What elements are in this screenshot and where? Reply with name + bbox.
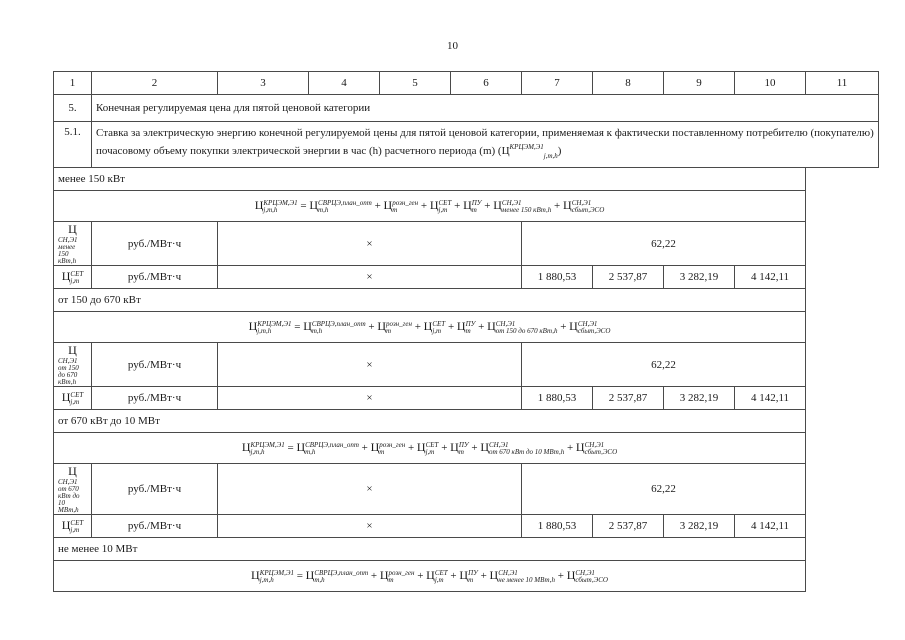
set-value: 3 282,19 (664, 387, 735, 410)
formula-part (379, 442, 405, 456)
formula-part (575, 570, 608, 584)
formula-part: + (361, 442, 368, 455)
col-header: 3 (218, 72, 309, 95)
formula-part: m (471, 205, 477, 214)
formula-part (312, 321, 366, 335)
formula-part: m,h (305, 447, 316, 456)
formula-part: j,m,h (257, 326, 272, 335)
formula-part: Ц (563, 198, 572, 213)
group-label: менее 150 кВт (54, 168, 806, 191)
formula-part: СН,Э1 (575, 568, 595, 577)
formula-part: Ц (61, 269, 71, 284)
tariff-table (53, 71, 879, 592)
formula-part: + (471, 442, 478, 455)
formula-part: Ц (480, 440, 489, 455)
section-51-row (54, 122, 879, 168)
formula-part: КРЦЭМ,Э1 (263, 198, 298, 207)
formula-part (257, 321, 291, 335)
formula-part (250, 442, 284, 456)
unit-cell: руб./МВт·ч (92, 266, 218, 289)
description-text-end: ) (557, 145, 562, 157)
formula-part: от 670 кВт до 10 МВт,h (488, 447, 565, 456)
formula-svr (306, 568, 368, 582)
formula-part: + (414, 321, 421, 334)
formula-part: СЕТ (438, 198, 452, 207)
formula-part: Ц (68, 222, 77, 236)
formula-row (54, 433, 879, 464)
unit-cell: руб./МВт·ч (92, 343, 218, 387)
formula-part: + (407, 442, 415, 455)
formula-part: СН,Э1 (571, 198, 592, 207)
description-text: Ставка за электрическую энергию конечной регулируемой цены для пятой ценовой категории, применяемая к фактически поставленному потребителю (покупателю) почасовому объему покупки электрической энергии в час (h) расчетного периода (m) (Ц (96, 127, 874, 157)
group-formula (54, 561, 806, 592)
sn-row (54, 464, 879, 515)
set-row (54, 387, 879, 410)
formula-part: + (420, 200, 428, 213)
formula-part (70, 392, 83, 406)
formula-part: j,m (425, 447, 435, 456)
formula-part: Ц (61, 390, 71, 405)
formula-row (54, 561, 879, 592)
unit-cell: руб./МВт·ч (92, 515, 218, 538)
formula-part: m,h (314, 575, 325, 584)
formula-row (54, 191, 879, 222)
formula-part: j,m,h (250, 447, 265, 456)
formula-rozn (371, 440, 406, 454)
group-label-row (54, 410, 879, 433)
formula-part: j,m,h (263, 205, 278, 214)
group-formula (54, 312, 806, 343)
formula-part: Ц (569, 319, 578, 334)
set-value: 1 880,53 (522, 515, 593, 538)
sn-symbol (54, 222, 92, 266)
formula-part (435, 570, 448, 584)
formula-part (472, 200, 482, 214)
formula-part: + (447, 321, 455, 334)
formula-sbyt (569, 319, 610, 333)
set-value: 3 282,19 (664, 266, 735, 289)
formula-sn (480, 440, 564, 454)
formula-svr (296, 440, 358, 454)
formula-part: + (450, 570, 457, 583)
set-value: 2 537,87 (593, 266, 664, 289)
formula-part (58, 479, 87, 514)
formula-part: + (374, 200, 381, 213)
formula-part: + (480, 570, 487, 583)
formula-part: СВРЦЭ,план_опт (311, 319, 366, 328)
formula-part (468, 570, 478, 584)
formula-part (70, 271, 83, 285)
formula-part (466, 321, 476, 335)
formula-part: Ц (377, 319, 387, 334)
formula-part (260, 570, 294, 584)
col-header: 11 (806, 72, 879, 95)
col-header: 1 (54, 72, 92, 95)
formula-krc (251, 568, 294, 582)
formula-part: от 670 кВт до 10 МВт,h (58, 485, 80, 514)
formula-part: Ц (489, 568, 499, 583)
formula-part: СН,Э1 (501, 198, 522, 207)
formula-part: Ц (383, 198, 393, 213)
formula-part: розн_ген (388, 568, 415, 577)
formula-part: = (294, 321, 301, 334)
formula-sn (487, 319, 557, 333)
formula-part: СН,Э1 (584, 440, 605, 449)
col-header: 2 (92, 72, 218, 95)
formula-part: от 150 до 670 кВт,h (495, 326, 558, 335)
formula-part: + (368, 321, 375, 334)
set-value: 2 537,87 (593, 387, 664, 410)
cross-cell: × (218, 266, 522, 289)
formula-part: ПУ (471, 198, 482, 207)
formula-part: СЕТ (434, 568, 448, 577)
formula-pu (457, 319, 475, 333)
formula-part: менее 150 кВт,h (58, 243, 77, 265)
group-label-row (54, 289, 879, 312)
formula-part: ПУ (458, 440, 469, 449)
formula-part: Ц (303, 319, 312, 334)
group-formula (54, 191, 806, 222)
formula-part (498, 570, 555, 584)
formula-set (430, 198, 452, 212)
formula-pu (463, 198, 481, 212)
formula-svr (309, 198, 371, 212)
col-header: 5 (380, 72, 451, 95)
formula-part: Ц (254, 198, 264, 213)
set-symbol (54, 266, 92, 289)
formula-rozn (377, 319, 412, 333)
formula-part: КРЦЭМ,Э1 (250, 440, 285, 449)
formula-part: Ц (429, 198, 439, 213)
formula-part: СН,Э1 (577, 319, 598, 328)
header-row (54, 72, 879, 95)
formula-part: сбыт,ЭСО (575, 575, 608, 584)
section-number: 5.1. (54, 122, 92, 168)
formula-part: сбыт,ЭСО (571, 205, 605, 214)
formula-sn (493, 198, 551, 212)
formula-part: КРЦЭМ,Э1 (257, 319, 292, 328)
set-value: 3 282,19 (664, 515, 735, 538)
formula-part: СН,Э1 (58, 478, 78, 486)
cross-cell: × (218, 222, 522, 266)
formula-part: Ц (426, 568, 435, 583)
cross-cell: × (218, 464, 522, 515)
formula-krc (249, 319, 292, 333)
formula-part: СН,Э1 (488, 440, 509, 449)
formula-part: + (566, 442, 574, 455)
formula-part: = (287, 442, 294, 455)
formula-part: j,m (70, 276, 80, 285)
formula-part: розн_ген (379, 440, 406, 449)
group-label: от 670 кВт до 10 МВт (54, 410, 806, 433)
formula-part: j,m (70, 525, 80, 534)
group-label: от 150 до 670 кВт (54, 289, 806, 312)
formula-part: Ц (416, 440, 426, 455)
page-number: 10 (447, 40, 458, 52)
formula-part: СН,Э1 (58, 357, 78, 365)
formula-part: Ц (487, 319, 496, 334)
formula-part: сбыт,ЭСО (584, 447, 618, 456)
formula-sn (490, 568, 555, 582)
formula-part: + (454, 200, 461, 213)
formula-part: Ц (379, 568, 389, 583)
unit-cell: руб./МВт·ч (92, 387, 218, 410)
formula-part: Ц (68, 343, 77, 357)
formula-part: m,h (318, 205, 329, 214)
sn-value: 62,22 (522, 464, 806, 515)
sn-row (54, 222, 879, 266)
formula-part: сбыт,ЭСО (577, 326, 611, 335)
formula-part: Ц (68, 464, 77, 478)
set-value: 4 142,11 (735, 266, 806, 289)
formula-part: СН,Э1 (495, 319, 516, 328)
formula-part: СН,Э1 (498, 568, 518, 577)
set-value: 1 880,53 (522, 387, 593, 410)
formula-pu (459, 568, 477, 582)
formula-set (417, 440, 439, 454)
section-title: Конечная регулируемая цена для пятой ценовой категории (92, 95, 879, 122)
formula-part: СН,Э1 (58, 236, 78, 244)
formula-part: Ц (248, 319, 258, 334)
description-sub: j,m,h (543, 152, 558, 160)
formula-part: m (392, 205, 398, 214)
formula-part: Ц (241, 440, 251, 455)
formula-part: m (386, 326, 392, 335)
set-row (54, 266, 879, 289)
formula-part: j,m (432, 326, 442, 335)
formula-sbyt (567, 568, 608, 582)
formula-part: j,m,h (259, 575, 274, 584)
formula-part: СВРЦЭ,план_опт (305, 440, 359, 449)
section-5-row (54, 95, 879, 122)
formula-part: Ц (251, 568, 260, 583)
sn-value: 62,22 (522, 222, 806, 266)
col-header: 10 (735, 72, 806, 95)
formula-part: + (478, 321, 485, 334)
formula-part: Ц (305, 568, 315, 583)
set-value: 2 537,87 (593, 515, 664, 538)
formula-part (58, 358, 87, 386)
description-sup: КРЦЭМ,Э1 (509, 143, 544, 151)
formula-part: ПУ (465, 319, 476, 328)
formula-part (305, 442, 359, 456)
formula-part: Ц (370, 440, 380, 455)
formula-part (58, 237, 87, 265)
formula-part: розн_ген (392, 198, 419, 207)
formula-part: Ц (423, 319, 433, 334)
sn-symbol (54, 343, 92, 387)
unit-cell: руб./МВт·ч (92, 464, 218, 515)
formula-part: = (296, 570, 303, 583)
sn-row (54, 343, 879, 387)
formula-part: m (379, 447, 385, 456)
formula-part: от 150 до 670 кВт,h (58, 364, 79, 386)
group-label-row (54, 168, 879, 191)
formula-part: Ц (61, 518, 71, 533)
group-formula (54, 433, 806, 464)
formula-row (54, 312, 879, 343)
col-header: 6 (451, 72, 522, 95)
formula-part: + (441, 442, 448, 455)
formula-part: Ц (309, 198, 319, 213)
formula-set (424, 319, 446, 333)
formula-part (314, 570, 368, 584)
formula-part: m (458, 447, 464, 456)
formula-rozn (380, 568, 415, 582)
cross-cell: × (218, 515, 522, 538)
formula-part (578, 321, 611, 335)
formula-part: + (484, 200, 491, 213)
formula-part: + (417, 570, 424, 583)
col-header: 4 (309, 72, 380, 95)
group-label-row (54, 538, 879, 561)
set-value: 4 142,11 (735, 515, 806, 538)
formula-part: СЕТ (70, 518, 84, 527)
formula-part: + (554, 200, 561, 213)
set-symbol (54, 515, 92, 538)
set-row (54, 515, 879, 538)
formula-part: + (370, 570, 378, 583)
formula-pu (450, 440, 468, 454)
formula-part: m,h (311, 326, 323, 335)
formula-part (386, 321, 412, 335)
formula-part (439, 200, 452, 214)
formula-part (489, 442, 564, 456)
section-number: 5. (54, 95, 92, 122)
sn-value: 62,22 (522, 343, 806, 387)
set-value: 4 142,11 (735, 387, 806, 410)
formula-part: СЕТ (70, 390, 84, 399)
formula-part (318, 200, 372, 214)
formula-part: m (468, 575, 474, 584)
cross-cell: × (218, 343, 522, 387)
formula-part: j,m (70, 397, 80, 406)
formula-part: Ц (456, 319, 466, 334)
group-label: не менее 10 МВт (54, 538, 806, 561)
formula-krc (255, 198, 298, 212)
formula-part: Ц (459, 568, 469, 583)
formula-sbyt (563, 198, 604, 212)
formula-part: = (300, 200, 307, 213)
section-description (92, 122, 879, 168)
formula-part: менее 150 кВт,h (501, 205, 552, 214)
set-value: 1 880,53 (522, 266, 593, 289)
formula-part: ПУ (468, 568, 478, 577)
col-header: 8 (593, 72, 664, 95)
set-symbol (54, 387, 92, 410)
formula-part: + (557, 570, 564, 583)
formula-part (263, 200, 297, 214)
formula-part: СЕТ (425, 440, 439, 449)
formula-part: m (465, 326, 471, 335)
formula-part: СВРЦЭ,план_опт (314, 568, 369, 577)
formula-part: j,m (438, 205, 448, 214)
formula-part: Ц (296, 440, 306, 455)
formula-part: Ц (450, 440, 459, 455)
formula-part: Ц (463, 198, 472, 213)
unit-cell: руб./МВт·ч (92, 222, 218, 266)
formula-set (426, 568, 448, 582)
formula-part: СЕТ (70, 269, 84, 278)
formula-part: j,m (434, 575, 444, 584)
formula-rozn (384, 198, 419, 212)
formula-part: Ц (493, 198, 502, 213)
formula-part (432, 321, 445, 335)
formula-part: СЕТ (432, 319, 446, 328)
formula-part: не менее 10 МВт,h (498, 575, 555, 584)
formula-part (496, 321, 558, 335)
sn-symbol (54, 464, 92, 515)
formula-part: КРЦЭМ,Э1 (259, 568, 294, 577)
formula-part: Ц (566, 568, 576, 583)
formula-part (426, 442, 439, 456)
formula-part: + (560, 321, 567, 334)
formula-svr (303, 319, 365, 333)
formula-part: Ц (575, 440, 585, 455)
formula-part (572, 200, 605, 214)
col-header: 9 (664, 72, 735, 95)
col-header: 7 (522, 72, 593, 95)
formula-part (389, 570, 415, 584)
formula-sbyt (576, 440, 617, 454)
formula-krc (242, 440, 285, 454)
formula-part: СВРЦЭ,план_опт (318, 198, 372, 207)
formula-part (459, 442, 469, 456)
formula-part (502, 200, 551, 214)
formula-part: розн_ген (386, 319, 412, 328)
cross-cell: × (218, 387, 522, 410)
formula-part (392, 200, 418, 214)
formula-part (70, 520, 83, 534)
formula-part (585, 442, 618, 456)
formula-part: m (388, 575, 394, 584)
